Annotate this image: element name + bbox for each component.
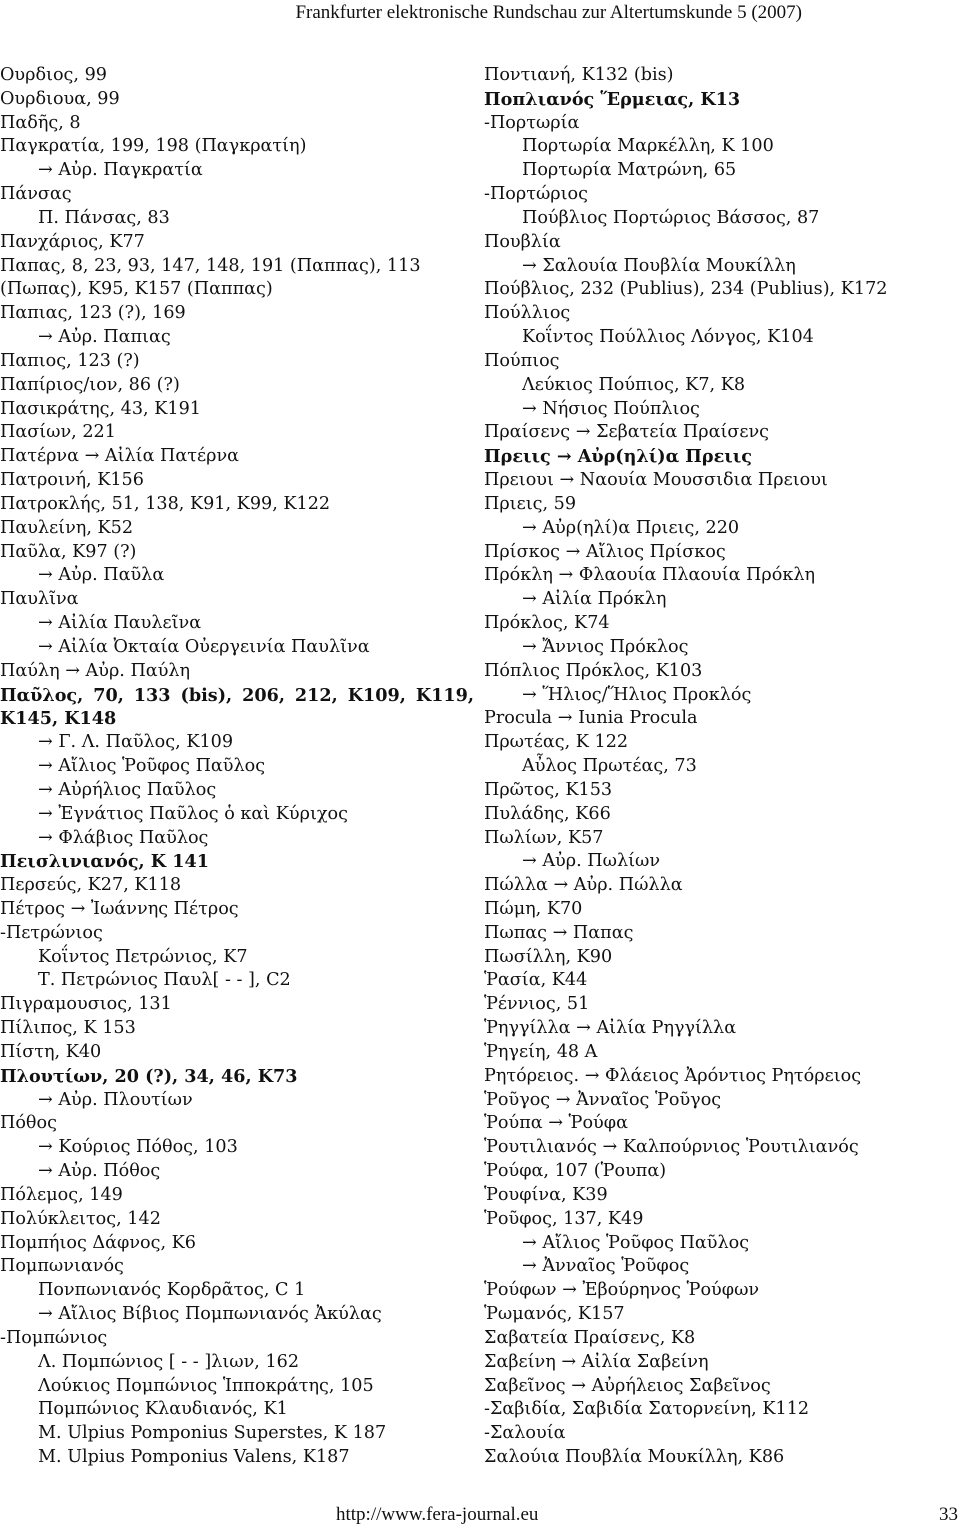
index-entry: Παπας, 8, 23, 93, 147, 148, 191 (Παππας), 113 (0, 255, 421, 276)
index-entry: Πουβλία (484, 231, 561, 252)
index-entry: Πυλάδης, Κ66 (484, 803, 611, 824)
index-entry: Πατέρνα → Αἰλία Πατέρνα (0, 446, 240, 467)
index-entry: M. Ulpius Pomponius Valens, K187 (38, 1447, 350, 1468)
index-entry: Ποπλιανός Ἕρμειας, Κ13 (484, 88, 741, 110)
index-entry: → Σαλουία Πουβλία Μουκίλλη (522, 255, 796, 276)
index-entry: Πατροκλής, 51, 138, Κ91, Κ99, Κ122 (0, 493, 331, 514)
index-entry: Τ. Πετρώνιος Παυλ[ - - ], C2 (38, 970, 291, 991)
index-entry: Παπιος, 123 (?) (0, 350, 140, 371)
index-entry: Παπιας, 123 (?), 169 (0, 303, 186, 324)
index-entry: Πωλίων, Κ57 (484, 827, 604, 848)
index-entry: Πορτωρία Μαρκέλλη, Κ 100 (522, 136, 774, 157)
index-entry: Ῥωμανός, Κ157 (484, 1304, 625, 1325)
index-entry: Procula → Iunia Procula (484, 708, 698, 729)
index-entry: Ῥοῦγος → Ἀνναῖος Ῥοῦγος (484, 1089, 722, 1110)
index-entry: Πούπιος (484, 350, 560, 371)
index-entry: → Αἰλία Ὀκταία Οὐεργεινία Παυλῖνα (38, 636, 370, 657)
index-entry: Πολύκλειτος, 142 (0, 1208, 161, 1229)
index-entry: M. Ulpius Pomponius Superstes, K 187 (38, 1423, 387, 1444)
index-entry: Σαλούια Πουβλία Μουκίλλη, Κ86 (484, 1447, 785, 1468)
index-entry: → Κούριος Πόθος, 103 (38, 1137, 238, 1158)
index-entry: Λεύκιος Πούπιος, Κ7, Κ8 (522, 374, 746, 395)
index-entry: Πραίσενς → Σεβατεία Πραίσενς (484, 422, 770, 443)
index-entry: → Αὐρ(ηλί)α Πριεις, 220 (522, 517, 740, 538)
index-entry: → Αὐρ. Πωλίων (522, 851, 661, 872)
index-entry: Πίστη, Κ40 (0, 1041, 102, 1062)
index-entry: Σαβείνη → Αἰλία Σαβείνη (484, 1351, 709, 1372)
index-entry: → Γ. Λ. Παῦλος, Κ109 (38, 732, 234, 753)
index-entry: Ῥηγείη, 48 Α (484, 1041, 598, 1062)
index-entry: Πόπλιος Πρόκλος, Κ103 (484, 660, 703, 681)
index-entry: Πούλλιος (484, 303, 571, 324)
index-entry: Πασίων, 221 (0, 422, 116, 443)
index-entry: Περσεύς, Κ27, Κ118 (0, 875, 182, 896)
index-entry: -Σαλουία (484, 1423, 566, 1444)
index-entry: Παυλῖνα (0, 589, 79, 610)
index-entry: Παύλη → Αὐρ. Παύλη (0, 660, 191, 681)
index-entry: → Ἥλιος/Ἥλιος Προκλός (522, 684, 752, 705)
index-entry: Ῥούπα → Ῥούφα (484, 1113, 628, 1134)
index-entry: Κ145, Κ148 (0, 708, 117, 730)
index-entry: Παῦλος, 70, 133 (bis), 206, 212, Κ109, Κ119, (0, 684, 474, 706)
index-entry: Ῥουφίνα, Κ39 (484, 1184, 608, 1205)
index-entry: Ῥοῦφος, 137, Κ49 (484, 1208, 644, 1229)
index-entry: → Αἴλιος Ῥοῦφος Παῦλος (38, 756, 266, 777)
index-entry: Ῥασία, Κ44 (484, 970, 588, 991)
index-entry: Αὖλος Πρωτέας, 73 (522, 756, 697, 777)
index-entry: Πεισλινιανός, Κ 141 (0, 851, 209, 873)
index-entry: Πίλιπος, Κ 153 (0, 1018, 136, 1039)
index-entry: Παῦλα, Κ97 (?) (0, 541, 137, 562)
index-entry: → Αὐρ. Παπιας (38, 327, 171, 348)
index-entry: → Ἀνναῖος Ῥοῦφος (522, 1256, 690, 1277)
index-entry: Πρῶτος, Κ153 (484, 779, 613, 800)
index-entry: Πρειουι → Ναουία Μουσσιδια Πρειουι (484, 470, 828, 491)
index-entry: Ῥούφων → Ἐβούρηνος Ῥούφων (484, 1280, 760, 1301)
index-entry: Πομπήιος Δάφνος, Κ6 (0, 1232, 196, 1253)
index-entry: Πούβλιος, 232 (Publius), 234 (Publius), Κ172 (484, 279, 888, 300)
index-entry: → Αὐρ. Παῦλα (38, 565, 165, 586)
index-entry: → Αἴλιος Βίβιος Πομπωνιανός Ἀκύλας (38, 1304, 382, 1325)
index-entry: Πιγραμουσιος, 131 (0, 994, 172, 1015)
index-entry: Πωπας → Παπας (484, 922, 634, 943)
index-entry: Πούβλιος Πορτώριος Βάσσος, 87 (522, 207, 820, 228)
index-entry: Ρητόρειος. → Φλάειος Ἀρόντιος Ρητόρειος (484, 1065, 862, 1086)
index-entry: Κοΐντος Πετρώνιος, Κ7 (38, 946, 248, 967)
index-entry: Πέτρος → Ἰωάννης Πέτρος (0, 898, 239, 919)
index-entry: Πομπώνιος Κλαυδιανός, Κ1 (38, 1399, 288, 1420)
index-entry: Παυλείνη, Κ52 (0, 517, 134, 538)
index-entry: → Αὐρήλιος Παῦλος (38, 779, 217, 800)
index-entry: → Ἐγνάτιος Παῦλος ὁ καὶ Κύριχος (38, 803, 348, 824)
index-entry: Πόλεμος, 149 (0, 1184, 123, 1205)
index-entry: Πρίσκος → Αἴλιος Πρίσκος (484, 541, 726, 562)
index-entry: -Πορτώριος (484, 184, 588, 205)
footer-url: http://www.fera-journal.eu (336, 1504, 539, 1525)
index-entry: Σαβεῖνος → Αὐρήλειος Σαβεῖνος (484, 1375, 771, 1396)
index-entry: Πριεις, 59 (484, 493, 577, 514)
index-entry: → Αὐρ. Πόθος (38, 1161, 161, 1182)
index-entry: Ῥουτιλιανός → Καλπούρνιος Ῥουτιλιανός (484, 1137, 859, 1158)
index-entry: Πώμη, Κ70 (484, 898, 583, 919)
index-entry: Ουρδιος, 99 (0, 65, 107, 85)
index-entry: → Αἰλία Πρόκλη (522, 589, 667, 610)
index-entry: Λ. Πομπώνιος [ - - ]λιων, 162 (38, 1351, 300, 1372)
index-entry: Παδῆς, 8 (0, 112, 81, 133)
index-entry: (Πωπας), Κ95, Κ157 (Παππας) (0, 279, 273, 300)
index-entry: -Πορτωρία (484, 112, 580, 133)
index-entry: → Νήσιος Πούπλιος (522, 398, 700, 419)
index-entry: Πατροινή, Κ156 (0, 470, 144, 491)
index-entry: Πασικράτης, 43, Κ191 (0, 398, 201, 419)
index-entry: Ποντιανή, Κ132 (bis) (484, 65, 674, 85)
index-entry: Κοΐντος Πούλλιος Λόνγος, Κ104 (522, 327, 814, 348)
index-entry: Παγκρατία, 199, 198 (Παγκρατίη) (0, 136, 307, 157)
index-column-left (0, 64, 474, 1470)
index-entry: Πόθος (0, 1113, 57, 1134)
index-entry: → Αὐρ. Παγκρατία (38, 160, 203, 181)
index-entry: -Σαβιδία, Σαβιδία Σατορνείνη, Κ112 (484, 1399, 810, 1420)
index-entry: Πρόκλος, Κ74 (484, 613, 610, 634)
index-entry: Πώλλα → Αὐρ. Πώλλα (484, 875, 683, 896)
index-entry: Π. Πάνσας, 83 (38, 207, 170, 228)
index-entry: -Πομπώνιος (0, 1327, 108, 1348)
index-entry: Παπίριος/ιον, 86 (?) (0, 374, 180, 395)
index-entry: -Πετρώνιος (0, 922, 103, 943)
page-number: 33 (939, 1504, 958, 1525)
index-entry: Πλουτίων, 20 (?), 34, 46, Κ73 (0, 1065, 298, 1087)
index-entry: Πομπωνιανός (0, 1256, 124, 1277)
index-entry: Σαβατεία Πραίσενς, Κ8 (484, 1327, 696, 1348)
running-header: Frankfurter elektronische Rundschau zur Altertumskunde 5 (2007) (295, 2, 802, 23)
index-entry: Λούκιος Πομπώνιος Ἱπποκράτης, 105 (38, 1375, 374, 1396)
index-entry: Ῥηγγίλλα → Αἰλία Ρηγγίλλα (484, 1018, 737, 1039)
index-entry: Πονπωνιανός Κορδρᾶτος, C 1 (38, 1280, 306, 1301)
index-entry: Πρωτέας, Κ 122 (484, 732, 629, 753)
index-entry: Ῥέννιος, 51 (484, 994, 590, 1015)
index-entry: → Αἴλιος Ῥοῦφος Παῦλος (522, 1232, 750, 1253)
index-entry: → Ἄννιος Πρόκλος (522, 636, 689, 657)
index-entry: Ουρδιουα, 99 (0, 88, 120, 109)
index-entry: → Φλάβιος Παῦλος (38, 827, 209, 848)
index-entry: → Αἰλία Παυλεῖνα (38, 613, 202, 634)
index-entry: Πορτωρία Ματρώνη, 65 (522, 160, 737, 181)
index-entry: Πρόκλη → Φλαουία Πλαουία Πρόκλη (484, 565, 816, 586)
index-entry: Πρειις → Αὐρ(ηλί)α Πρειις (484, 446, 753, 468)
index-entry: Πανχάριος, Κ77 (0, 231, 145, 252)
index-column-right (484, 64, 958, 1470)
index-entry: Ῥούφα, 107 (Ῥουπα) (484, 1161, 667, 1182)
index-entry: → Αὐρ. Πλουτίων (38, 1089, 193, 1110)
index-entry: Πωσίλλη, Κ90 (484, 946, 613, 967)
index-entry: Πάνσας (0, 184, 72, 205)
